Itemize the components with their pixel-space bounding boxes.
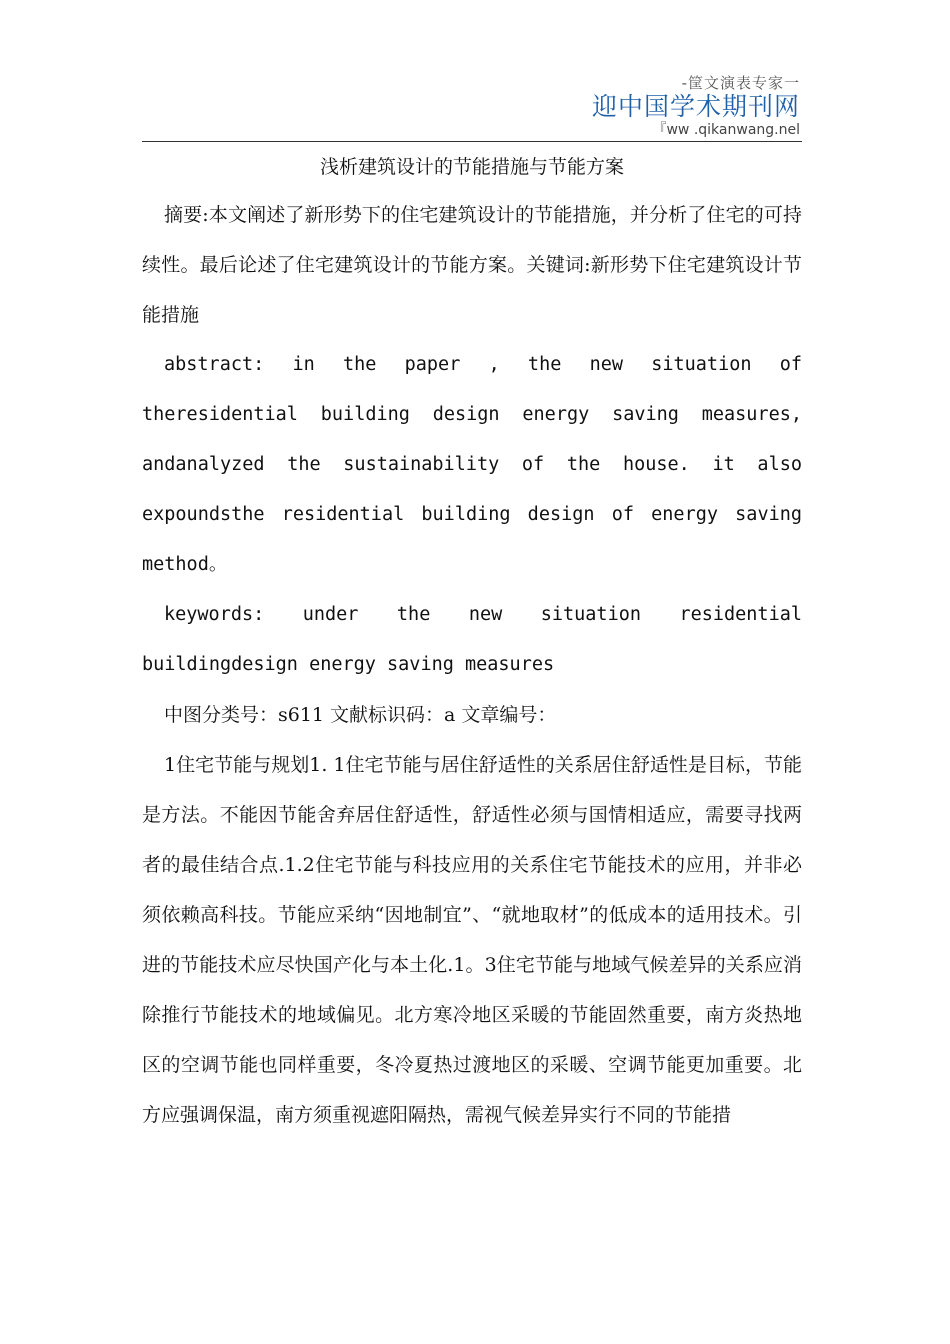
document-body	[142, 150, 802, 1140]
logo-name: 迎中国学术期刊网	[591, 92, 800, 121]
keywords-en: keywords: under the new situation residential buildingdesign energy saving measures	[142, 604, 802, 675]
logo-url: 『ww .qikanwang.nel	[652, 122, 800, 138]
abstract-en: abstract: in the paper , the new situation of theresidential building design energy saving measures, andanalyzed the sustainability of the house. it also expoundsthe residential building design of energy saving method。	[142, 354, 802, 575]
body-paragraph: 1住宅节能与规划1. 1住宅节能与居住舒适性的关系居住舒适性是目标，节能是方法。不能因节能舍弃居住舒适性，舒适性必须与国情相适应，需要寻找两者的最佳结合点.1.2住宅节能与科技应用的关系住宅节能技术的应用，并非必须依赖高科技。节能应采纳“因地制宜”、“就地取材”的低成本的适用技术。引进的节能技术应尽快国产化与本土化.1。3住宅节能与地域气候差异的关系应消除推行节能技术的地域偏见。北方寒冷地区采暖的节能固然重要，南方炎热地区的空调节能也同样重要，冬冷夏热过渡地区的采暖、空调节能更加重要。北方应强调保温，南方须重视遮阳隔热，需视气候差异实行不同的节能措	[142, 754, 802, 1126]
classification-line: 中图分类号：s611 文献标识码：a 文章编号：	[164, 704, 557, 726]
logo-tagline: -筐文演表专家一	[681, 74, 800, 92]
document-title: 浅析建筑设计的节能措施与节能方案	[319, 156, 624, 178]
header-divider	[142, 141, 802, 142]
journal-logo	[560, 74, 800, 139]
abstract-cn: 摘要:本文阐述了新形势下的住宅建筑设计的节能措施，并分析了住宅的可持续性。最后论述了住宅建筑设计的节能方案。关键词:新形势下住宅建筑设计节能措施	[142, 204, 802, 326]
